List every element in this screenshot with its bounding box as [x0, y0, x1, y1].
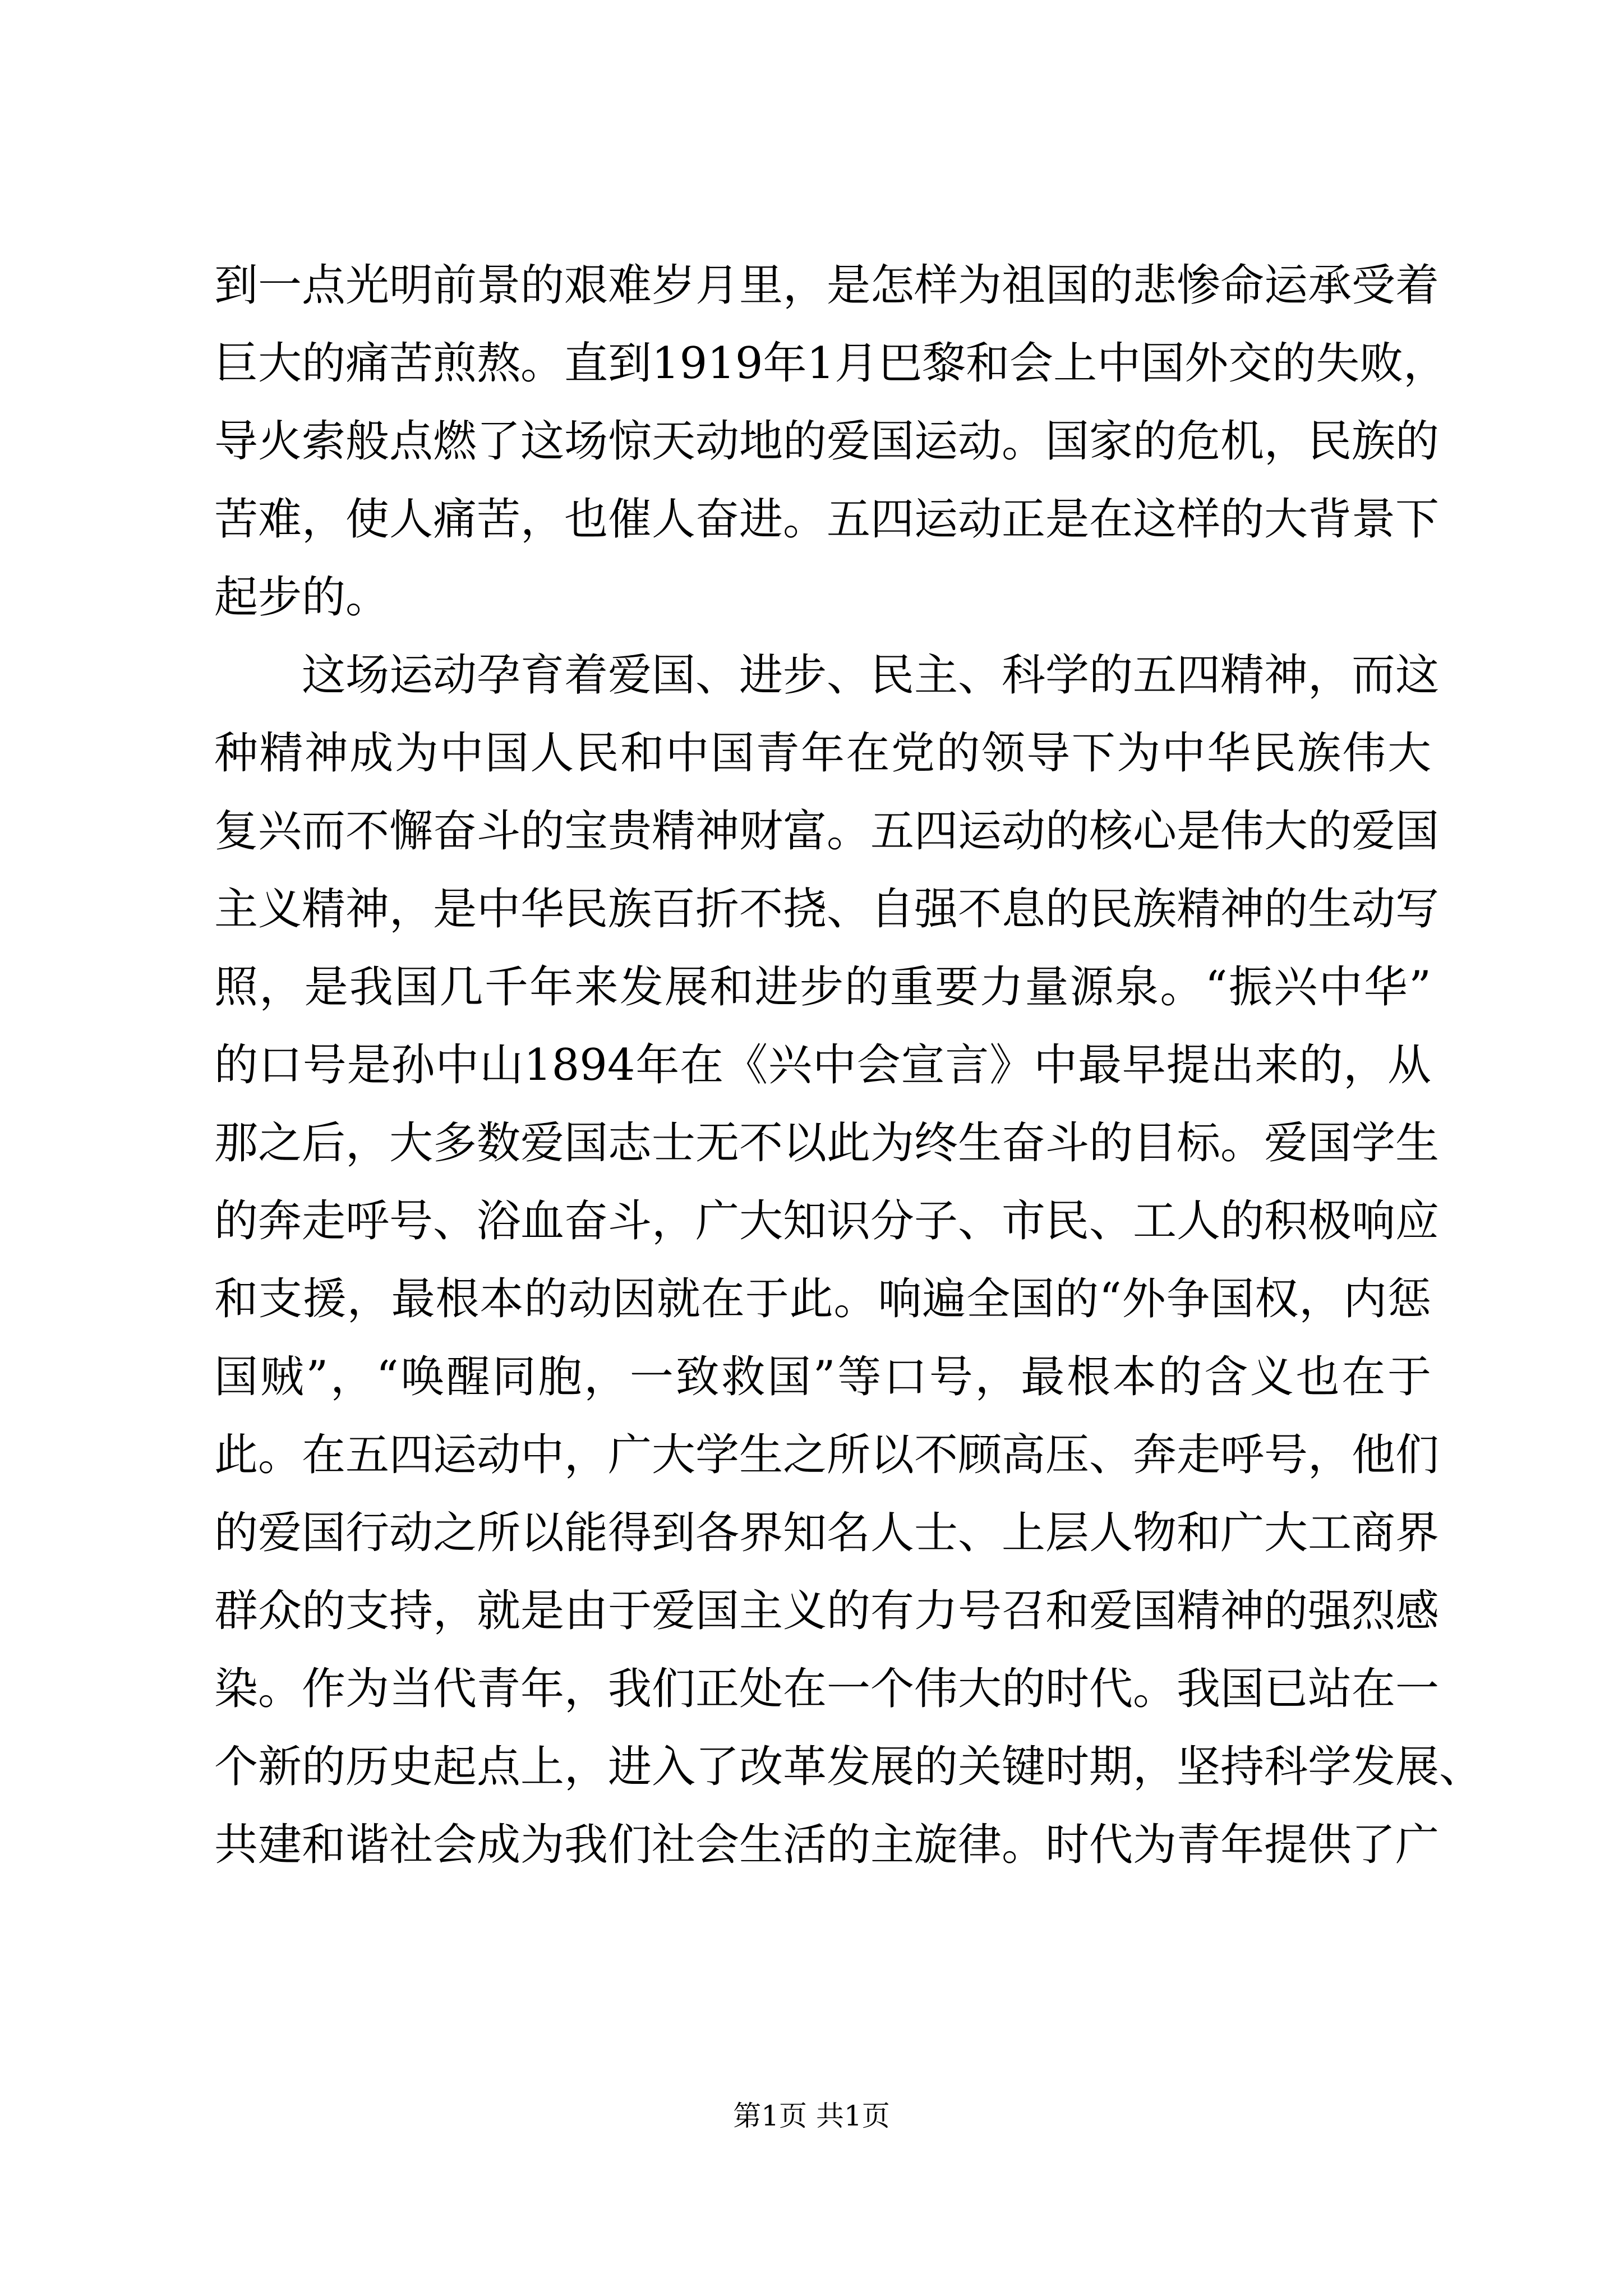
text-line-4: 苦难，使人痛苦，也催人奋进。五四运动正是在这样的大背景下 [214, 494, 1440, 545]
text-line-11: 的口号是孙中山1894年在《兴中会宣言》中最早提出来的，从 [214, 1040, 1431, 1091]
text-line-3: 导火索般点燃了这场惊天动地的爱国运动。国家的危机，民族的 [214, 416, 1440, 467]
text-line-5: 起步的。 [214, 572, 390, 623]
text-line-20: 个新的历史起点上，进入了改革发展的关键时期，坚持科学发展、 [214, 1742, 1483, 1792]
text-line-19: 染。作为当代青年，我们正处在一个伟大的时代。我国已站在一 [214, 1664, 1440, 1714]
text-line-17: 的爱国行动之所以能得到各界知名人士、上层人物和广大工商界 [214, 1508, 1440, 1558]
text-line-16: 此。在五四运动中，广大学生之所以不顾高压、奔走呼号，他们 [214, 1430, 1440, 1480]
body-text [214, 247, 1483, 1884]
text-line-14: 和支援，最根本的动因就在于此。响遍全国的“外争国权，内惩 [214, 1274, 1431, 1324]
text-line-10: 照，是我国几千年来发展和进步的重要力量源泉。“振兴中华” [214, 962, 1431, 1013]
text-line-9: 主义精神，是中华民族百折不挠、自强不息的民族精神的生动写 [214, 884, 1440, 935]
text-line-18: 群众的支持，就是由于爱国主义的有力号召和爱国精神的强烈感 [214, 1586, 1440, 1636]
text-line-7: 种精神成为中国人民和中国青年在党的领导下为中华民族伟大 [214, 728, 1431, 779]
text-line-13: 的奔走呼号、浴血奋斗，广大知识分子、市民、工人的积极响应 [214, 1196, 1440, 1246]
text-line-2: 巨大的痛苦煎熬。直到1919年1月巴黎和会上中国外交的失败， [214, 338, 1447, 389]
page-footer: 第1页 共1页 [733, 2100, 890, 2132]
text-line-6: 这场运动孕育着爱国、进步、民主、科学的五四精神，而这 [214, 650, 1440, 701]
text-line-8: 复兴而不懈奋斗的宝贵精神财富。五四运动的核心是伟大的爱国 [214, 806, 1440, 857]
text-line-15: 国贼”，“唤醒同胞，一致救国”等口号，最根本的含义也在于 [214, 1352, 1431, 1402]
text-line-21: 共建和谐社会成为我们社会生活的主旋律。时代为青年提供了广 [214, 1820, 1440, 1870]
text-line-1: 到一点光明前景的艰难岁月里，是怎样为祖国的悲惨命运承受着 [214, 260, 1440, 311]
text-line-12: 那之后，大多数爱国志士无不以此为终生奋斗的目标。爱国学生 [214, 1118, 1440, 1168]
